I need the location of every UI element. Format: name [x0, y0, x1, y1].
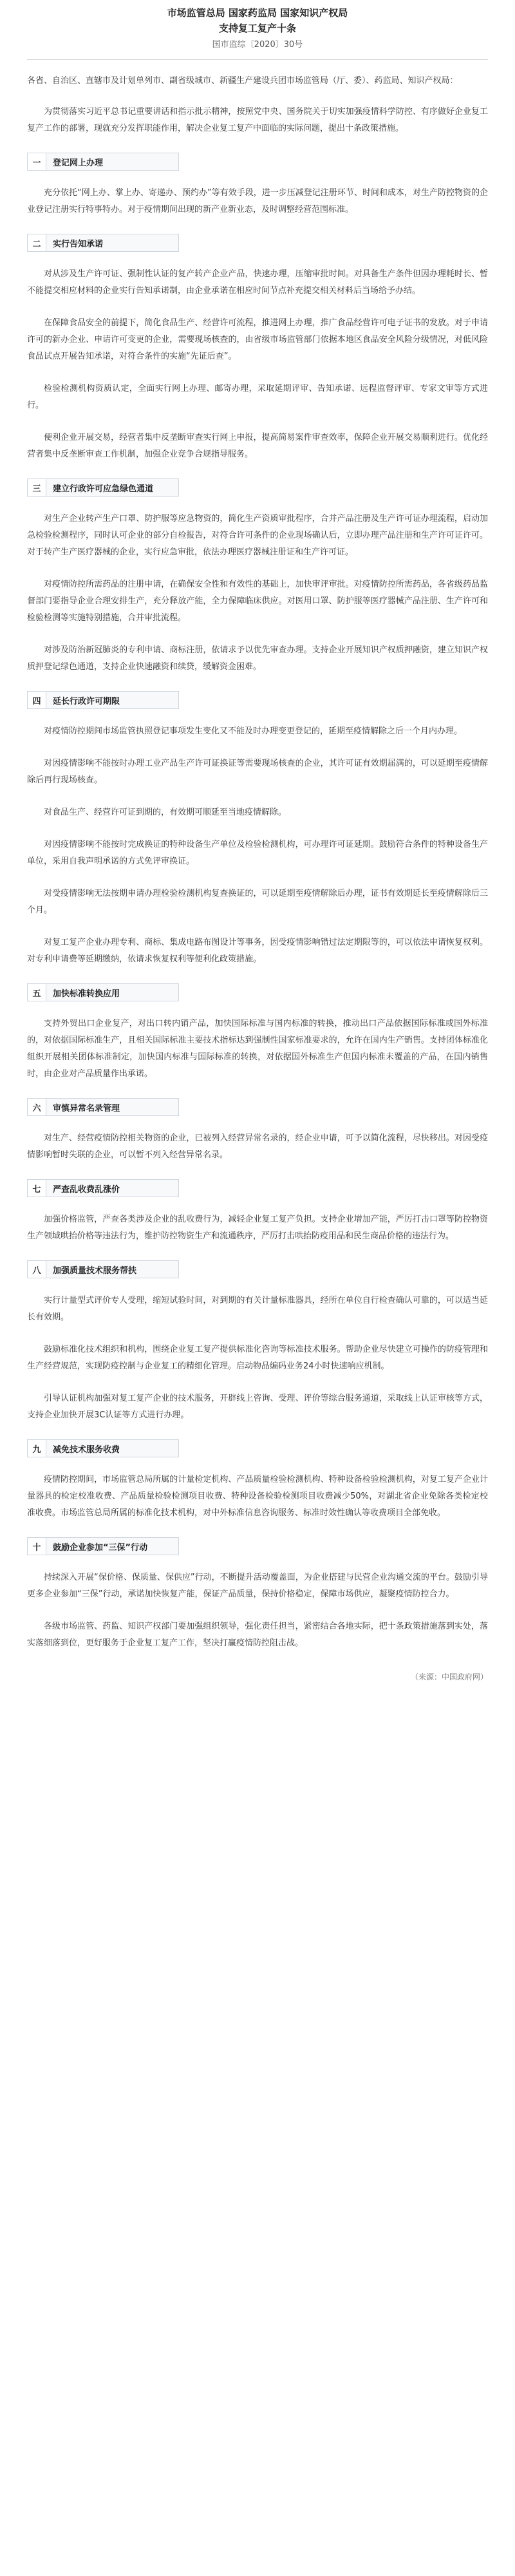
section-paragraph: 持续深入开展“保价格、保质量、保供应”行动，不断提升活动覆盖面，为企业搭建与民营企业沟通交流的平台。鼓励引导更多企业参加“三保”行动，承诺加快恢复产能，保证产品质量，保持价格稳定，保障市场供应，凝聚疫情防控合力。 [27, 1573, 488, 1599]
sections-container [27, 153, 488, 1652]
section-title: 审慎异常名录管理 [53, 1103, 120, 1113]
section-heading [27, 478, 179, 497]
section-number: 十 [28, 1538, 46, 1555]
section-title: 加快标准转换应用 [53, 989, 120, 999]
section-title: 严查乱收费乱涨价 [53, 1184, 120, 1195]
section-number: 五 [28, 984, 46, 1001]
section-title: 延长行政许可期限 [53, 696, 120, 706]
section-paragraph: 对疫情防控期间市场监管执照登记事项发生变化又不能及时办理变更登记的，延期至疫情解除之后一个月内办理。 [44, 726, 463, 736]
section-heading [27, 1439, 179, 1457]
section-number: 四 [28, 692, 46, 708]
section-paragraph: 检验检测机构资质认定，全面实行网上办理、邮寄办理，采取延期评审、告知承诺、远程监督评审、专家文审等方式进行。 [27, 384, 488, 410]
section-title: 建立行政许可应急绿色通道 [53, 484, 154, 494]
section-heading [27, 1179, 179, 1197]
section-paragraph: 便利企业开展交易，经营者集中反垄断审查实行网上申报，提高简易案件审查效率，保障企业开展交易顺利进行。优化经营者集中反垄断审查工作机制，加强企业竞争合规指导服务。 [27, 433, 488, 459]
document-title: 支持复工复产十条 [218, 23, 296, 34]
section-paragraph: 对复工复产企业办理专利、商标、集成电路布图设计等事务，因受疫情影响错过法定期限等的，可以依法申请恢复权利。对专利申请费等延期缴纳，依请求恢复权利等便利化政策措施。 [27, 938, 488, 964]
section-paragraph: 对因疫情影响不能按时办理工业产品生产许可证换证等需要现场核查的企业，其许可证有效期届满的，可以延期至疫情解除后再行现场核查。 [27, 759, 488, 785]
section-title: 鼓励企业参加“三保”行动 [53, 1542, 148, 1553]
section-heading [27, 153, 179, 171]
section-paragraph: 对疫情防控所需药品的注册申请，在确保安全性和有效性的基础上，加快审评审批。对疫情防控所需药品，各省级药品监督部门要指导企业合理安排生产，充分释放产能，全力保障临床供应。对医用口罩、防护服等医疗器械产品注册、生产许可和检验检测等实施特别措施，合并审批流程。 [27, 580, 488, 623]
section-paragraph: 对生产企业转产生产口罩、防护服等应急物资的，简化生产资质审批程序，合并产品注册及生产许可证办理流程，启动加急检验检测程序，同时认可企业的部分自检报告，对符合许可条件的企业现场确认后，立即办理产品注册和生产许可证许可。对于转产生产医疗器械的企业，实行应急审批，依法办理医疗器械注册证和生产许可证。 [27, 514, 488, 557]
section-number: 一 [28, 153, 46, 170]
section-number: 三 [28, 479, 46, 496]
document-header [27, 0, 488, 53]
section-heading [27, 983, 179, 1001]
section-paragraph: 各级市场监管、药监、知识产权部门要加强组织领导，强化责任担当，紧密结合各地实际，把十条政策措施落到实处，落实落细落到位，更好服务于企业复工复产工作，坚决打赢疫情防控阻击战。 [27, 1622, 488, 1648]
section-paragraph: 对受疫情影响无法按期申请办理检验检测机构复查换证的，可以延期至疫情解除后办理，证书有效期延长至疫情解除后三个月。 [27, 889, 488, 915]
section-heading [27, 1260, 179, 1278]
section-paragraph: 支持外贸出口企业复产，对出口转内销产品，加快国际标准与国内标准的转换，推动出口产品依据国际标准或国外标准的，对依据国际标准生产，且相关国际标准主要技术指标达到强制性国家标准要求的，允许在国内生产销售。支持团体标准化组织开展相关团体标准制定，加快国内标准与国际标准的转换，对依据国外标准生产但国内标准未覆盖的产品，在国内销售时，由企业对产品质量作出承诺。 [27, 1019, 488, 1079]
section-number: 八 [28, 1261, 46, 1278]
issuers-line: 市场监管总局 国家药监局 国家知识产权局 [167, 7, 348, 19]
intro-paragraph: 为贯彻落实习近平总书记重要讲话和指示批示精神，按照党中央、国务院关于切实加强疫情科学防控、有序做好企业复工复产工作的部署，现就充分发挥职能作用，解决企业复工复产中面临的实际问题，提出十条政策措施。 [27, 107, 488, 133]
source-note: （来源：中国政府网） [410, 1672, 488, 1681]
document-number: 国市监综〔2020〕30号 [212, 40, 303, 50]
section-number: 九 [28, 1440, 46, 1457]
section-heading [27, 1537, 179, 1555]
section-paragraph: 引导认证机构加强对复工复产企业的技术服务，开辟线上咨询、受理、评价等综合服务通道，采取线上认证审核等方式，支持企业加快开展3C认证等方式进行办理。 [27, 1394, 488, 1420]
section-title: 加强质量技术服务帮扶 [53, 1265, 137, 1276]
section-number: 二 [28, 234, 46, 251]
section-paragraph: 疫情防控期间，市场监管总局所属的计量检定机构、产品质量检验检测机构、特种设备检验检测机构，对复工复产企业计量器具的检定校准收费、产品质量检验检测项目收费、特种设备检验检测项目收费减少50%，对湖北省企业免除各类检定校准收费。市场监管总局所属的标准化技术机构，对中外标准信息咨询服务、标准时效性确认等收费项目全部免收。 [27, 1475, 488, 1518]
section-paragraph: 对因疫情影响不能按时完成换证的特种设备生产单位及检验检测机构，可办理许可证延期。鼓励符合条件的特种设备生产单位，采用自我声明承诺的方式免评审换证。 [27, 840, 488, 866]
header-divider [27, 59, 488, 60]
section-paragraph: 在保障食品安全的前提下，简化食品生产、经营许可流程，推进网上办理，推广食品经营许可电子证书的发放。对于申请许可的新办企业、申请许可变更的企业，需要现场核查的，由省级市场监管部门依据本地区食品安全风险分级情况，对低风险食品试点开展告知承诺，对符合条件的实施“先证后查”。 [27, 318, 488, 361]
section-paragraph: 加强价格监管，严查各类涉及企业的乱收费行为，减轻企业复工复产负担。支持企业增加产能，严厉打击口罩等防控物资生产领域哄抬价格等违法行为，维护防控物资生产和流通秩序，严厉打击哄抬防疫用品和民生商品价格的违法行为。 [27, 1215, 488, 1241]
section-number: 七 [28, 1180, 46, 1197]
section-paragraph: 鼓励标准化技术组织和机构，围绕企业复工复产提供标准化咨询等标准技术服务。帮助企业尽快建立可操作的防疫管理和生产经营规范，实现防疫控制与企业复工的精细化管理。启动物品编码业务24小时快速响应机制。 [27, 1345, 488, 1371]
section-paragraph: 对食品生产、经营许可证到期的，有效期可顺延至当地疫情解除。 [44, 808, 287, 817]
salutation: 各省、自治区、直辖市及计划单列市、副省级城市、新疆生产建设兵团市场监管局（厅、委）、药监局、知识产权局： [27, 76, 458, 86]
section-number: 六 [28, 1099, 46, 1115]
section-title: 减免技术服务收费 [53, 1444, 120, 1455]
section-heading [27, 691, 179, 709]
section-paragraph: 对涉及防治新冠肺炎的专利申请、商标注册，依请求予以优先审查办理。支持企业开展知识产权质押融资，建立知识产权质押登记绿色通道，支持企业快速融资和续贷，缓解资金困难。 [27, 645, 488, 672]
section-paragraph: 充分依托“网上办、掌上办、寄递办、预约办”等有效手段，进一步压减登记注册环节、时间和成本，对生产防控物资的企业登记注册实行特事特办。对于疫情期间出现的新产业新业态，及时调整经营范围标准。 [27, 188, 488, 214]
section-heading [27, 1098, 179, 1116]
section-heading [27, 234, 179, 252]
section-title: 实行告知承诺 [53, 239, 104, 249]
section-paragraph: 实行计量型式评价专人受理，缩短试验时间，对到期的有关计量标准器具，经所在单位自行检查确认可靠的，可以适当延长有效期。 [27, 1296, 488, 1322]
section-paragraph: 对生产、经营疫情防控相关物资的企业，已被列入经营异常名录的，经企业申请，可予以简化流程，尽快移出。对因受疫情影响暂时失联的企业，可以暂不列入经营异常名录。 [27, 1133, 488, 1160]
section-title: 登记网上办理 [53, 158, 104, 168]
section-paragraph: 对从涉及生产许可证、强制性认证的复产转产企业产品，快速办理，压缩审批时间。对具备生产条件但因办理耗时长、暂不能提交相应材料的企业实行告知承诺制，由企业承诺在相应时间节点补充提交相关材料后当场给予办结。 [27, 269, 488, 296]
